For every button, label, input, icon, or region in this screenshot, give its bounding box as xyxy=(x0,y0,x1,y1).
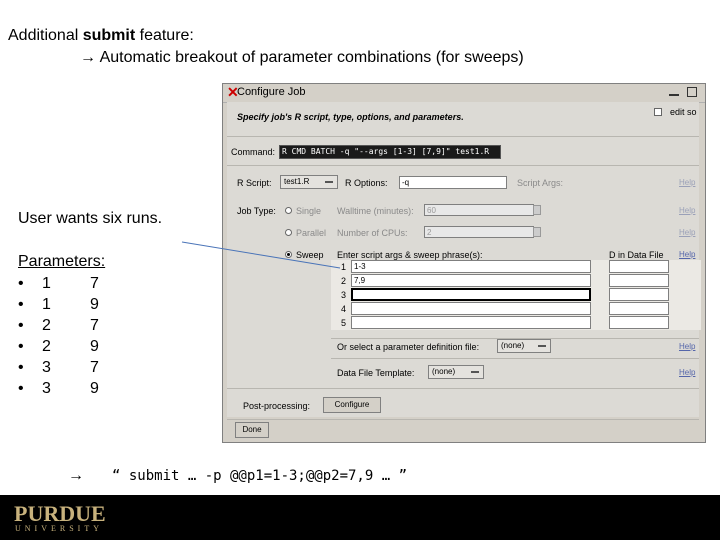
sweep-row-number: 2 xyxy=(341,276,347,286)
sweep-row-input[interactable]: 7,9 xyxy=(351,274,591,287)
param-bullet: • xyxy=(18,317,24,334)
help-link[interactable]: Help xyxy=(679,368,696,377)
r-options-input[interactable]: -q xyxy=(399,176,507,189)
close-icon[interactable]: ✕ xyxy=(227,84,239,100)
sweep-row-number: 5 xyxy=(341,318,347,328)
window-title: Configure Job xyxy=(237,86,306,98)
parallel-label: Parallel xyxy=(296,228,327,238)
arrow-right-icon: → xyxy=(80,49,96,66)
help-link[interactable]: Help xyxy=(679,206,696,215)
script-args-label: Script Args: xyxy=(517,178,564,188)
post-processing-label: Post-processing: xyxy=(243,401,311,411)
param-bullet: • xyxy=(18,296,24,313)
param-p2: 9 xyxy=(90,338,99,355)
walltime-label: Walltime (minutes): xyxy=(337,206,414,216)
r-options-label: R Options: xyxy=(345,178,388,188)
param-p1: 2 xyxy=(42,338,51,355)
param-p2: 9 xyxy=(90,380,99,397)
panel-heading: Specify job's R script, type, options, and parameters. xyxy=(237,112,464,122)
param-bullet: • xyxy=(18,338,24,355)
parameters-label: Parameters: xyxy=(18,253,106,270)
param-file-label: Or select a parameter definition file: xyxy=(337,342,480,352)
user-wants-text: User wants six runs. xyxy=(18,210,163,227)
help-link[interactable]: Help xyxy=(679,342,696,351)
param-bullet: • xyxy=(18,380,24,397)
r-script-label: R Script: xyxy=(237,178,272,188)
sweep-row-input[interactable]: 1-3 xyxy=(351,260,591,273)
footer-bar xyxy=(0,495,720,540)
sweep-row-number: 4 xyxy=(341,304,347,314)
param-p2: 7 xyxy=(90,359,99,376)
data-template-dropdown[interactable]: (none) xyxy=(428,365,484,379)
sweep-args-label: Enter script args & sweep phrase(s): xyxy=(337,250,483,260)
param-file-dropdown[interactable]: (none) xyxy=(497,339,551,353)
num-cpus-label: Number of CPUs: xyxy=(337,228,408,238)
r-script-dropdown[interactable]: test1.R xyxy=(280,175,338,189)
param-bullet: • xyxy=(18,359,24,376)
data-file-column-label: D in Data File xyxy=(609,250,664,260)
data-template-label: Data File Template: xyxy=(337,368,415,378)
param-p2: 9 xyxy=(90,296,99,313)
edit-label: edit so xyxy=(670,107,697,117)
help-link[interactable]: Help xyxy=(679,228,696,237)
single-label: Single xyxy=(296,206,322,216)
bottom-command: “ submit … -p @@p1=1-3;@@p2=7,9 … ” xyxy=(112,468,408,484)
param-p1: 3 xyxy=(42,359,51,376)
command-field[interactable]: R CMD BATCH -q "--args [1-3] [7,9]" test1.R xyxy=(279,145,501,159)
title-bold: submit xyxy=(82,27,136,44)
param-p1: 1 xyxy=(42,275,51,292)
arrow-right-icon: → xyxy=(68,467,84,484)
param-bullet: • xyxy=(18,275,24,292)
configure-button[interactable]: Configure xyxy=(323,397,381,413)
help-link[interactable]: Help xyxy=(679,178,696,187)
param-p1: 3 xyxy=(42,380,51,397)
done-button[interactable]: Done xyxy=(235,422,269,438)
purdue-logo-subtitle: UNIVERSITY xyxy=(15,524,103,533)
job-type-label: Job Type: xyxy=(237,206,276,216)
param-p2: 7 xyxy=(90,317,99,334)
param-p2: 7 xyxy=(90,275,99,292)
subtitle-text: Automatic breakout of parameter combinations (for sweeps) xyxy=(96,49,524,66)
walltime-input[interactable]: 60 xyxy=(424,204,534,216)
param-p1: 2 xyxy=(42,317,51,334)
command-label: Command: xyxy=(231,147,276,157)
callout-line-stroke xyxy=(182,242,340,268)
help-link[interactable]: Help xyxy=(679,250,696,259)
param-p1: 1 xyxy=(42,296,51,313)
title-suffix: feature: xyxy=(135,27,194,44)
title-prefix: Additional xyxy=(8,27,83,44)
sweep-row-number: 3 xyxy=(341,290,347,300)
purdue-logo: PURDUE xyxy=(14,501,106,526)
num-cpus-input[interactable]: 2 xyxy=(424,226,534,238)
sweep-label: Sweep xyxy=(296,250,324,260)
sweep-row-number: 1 xyxy=(341,262,347,272)
